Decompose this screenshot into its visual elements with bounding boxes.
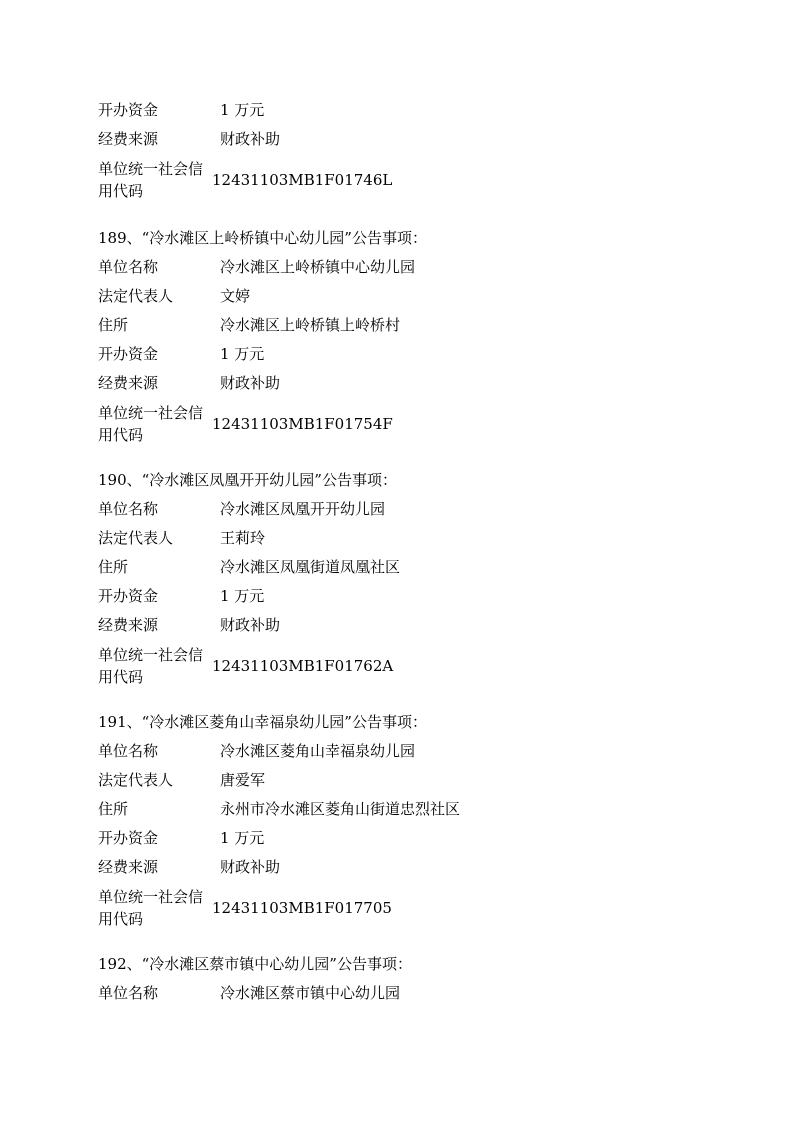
address-value: 永州市冷水滩区菱角山街道忠烈社区 — [220, 800, 461, 818]
unit-name-label: 单位名称 — [98, 258, 159, 276]
unit-name-value: 冷水滩区上岭桥镇中心幼儿园 — [220, 258, 416, 276]
credit-code-value: 12431103MB1F01754F — [212, 415, 393, 433]
funding-label: 经费来源 — [98, 130, 159, 148]
unit-name-label: 单位名称 — [98, 984, 159, 1002]
entry-191-heading: 191、“冷水滩区菱角山幸福泉幼儿园”公告事项： — [98, 713, 427, 731]
address-value: 冷水滩区凤凰街道凤凰社区 — [220, 558, 401, 576]
address-label: 住所 — [98, 800, 129, 818]
legal-rep-label: 法定代表人 — [98, 287, 174, 305]
credit-code-value: 12431103MB1F01746L — [212, 171, 393, 189]
funding-value: 财政补助 — [220, 374, 281, 392]
address-label: 住所 — [98, 558, 129, 576]
capital-value: 1 万元 — [220, 829, 265, 847]
legal-rep-value: 王莉玲 — [220, 529, 266, 547]
capital-label: 开办资金 — [98, 345, 159, 363]
credit-code-value: 12431103MB1F017705 — [212, 899, 392, 917]
unit-name-value: 冷水滩区凤凰开开幼儿园 — [220, 500, 386, 518]
capital-value: 1 万元 — [220, 345, 265, 363]
capital-label: 开办资金 — [98, 829, 159, 847]
legal-rep-label: 法定代表人 — [98, 771, 174, 789]
funding-value: 财政补助 — [220, 130, 281, 148]
address-value: 冷水滩区上岭桥镇上岭桥村 — [220, 316, 401, 334]
legal-rep-label: 法定代表人 — [98, 529, 174, 547]
address-label: 住所 — [98, 316, 129, 334]
capital-label: 开办资金 — [98, 587, 159, 605]
credit-code-label: 单位统一社会信 用代码 — [98, 404, 204, 444]
entry-190-heading: 190、“冷水滩区凤凰开开幼儿园”公告事项： — [98, 471, 397, 489]
funding-label: 经费来源 — [98, 858, 159, 876]
credit-code-value: 12431103MB1F01762A — [212, 657, 394, 675]
capital-value: 1 万元 — [220, 587, 265, 605]
entry-192-heading: 192、“冷水滩区蔡市镇中心幼儿园”公告事项： — [98, 955, 412, 973]
legal-rep-value: 文婷 — [220, 287, 251, 305]
legal-rep-value: 唐爱军 — [220, 771, 266, 789]
credit-code-label: 单位统一社会信 用代码 — [98, 646, 204, 686]
capital-value: 1 万元 — [220, 101, 265, 119]
capital-label: 开办资金 — [98, 101, 159, 119]
credit-code-label: 单位统一社会信 用代码 — [98, 888, 204, 928]
unit-name-value: 冷水滩区菱角山幸福泉幼儿园 — [220, 742, 416, 760]
unit-name-label: 单位名称 — [98, 500, 159, 518]
funding-label: 经费来源 — [98, 616, 159, 634]
unit-name-value: 冷水滩区蔡市镇中心幼儿园 — [220, 984, 401, 1002]
credit-code-label: 单位统一社会信 用代码 — [98, 160, 204, 200]
funding-label: 经费来源 — [98, 374, 159, 392]
entry-189-heading: 189、“冷水滩区上岭桥镇中心幼儿园”公告事项： — [98, 229, 427, 247]
funding-value: 财政补助 — [220, 858, 281, 876]
unit-name-label: 单位名称 — [98, 742, 159, 760]
funding-value: 财政补助 — [220, 616, 281, 634]
